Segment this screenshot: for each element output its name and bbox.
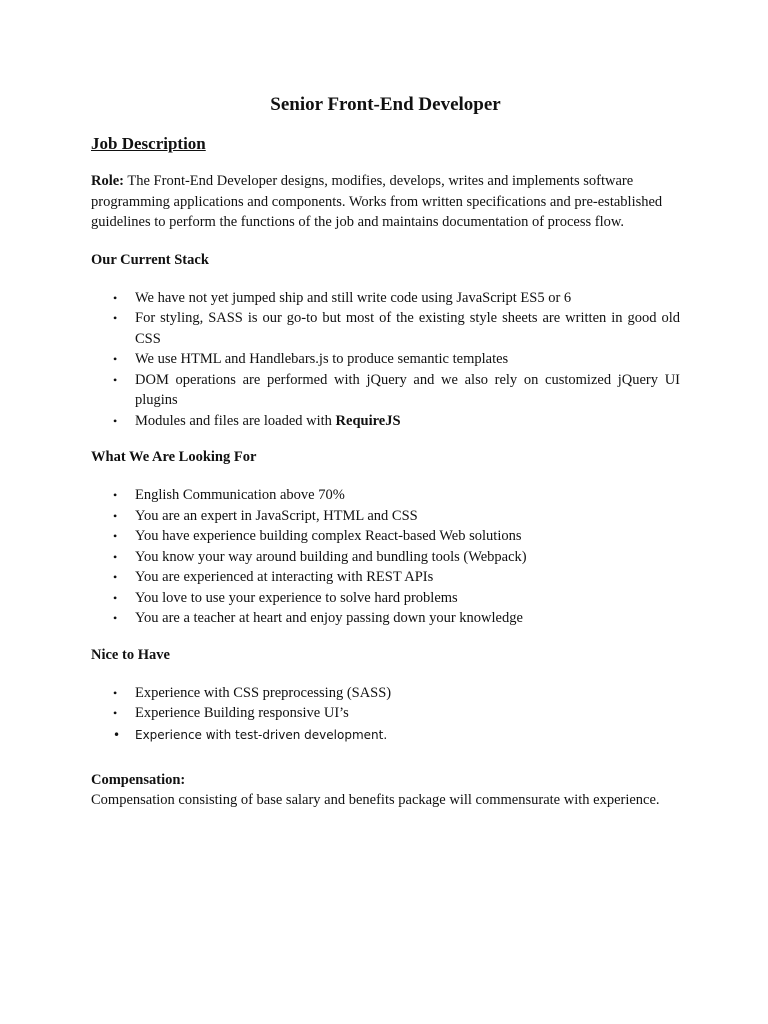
list-item: • You have experience building complex React-based Web solutions bbox=[91, 526, 680, 547]
looking-for-heading: What We Are Looking For bbox=[91, 449, 257, 465]
list-item: • Experience with CSS preprocessing (SASS) bbox=[91, 683, 680, 704]
bullet-icon: • bbox=[113, 413, 118, 428]
bullet-icon: • bbox=[113, 488, 118, 502]
list-item: • You are an expert in JavaScript, HTML and CSS bbox=[91, 506, 680, 527]
list-item: • You know your way around building and bundling tools (Webpack) bbox=[91, 547, 680, 568]
role-paragraph bbox=[91, 171, 680, 233]
list-item: • You are a teacher at heart and enjoy passing down your knowledge bbox=[91, 608, 680, 629]
compensation-text: Compensation consisting of base salary and benefits package will commensurate with experience. bbox=[91, 791, 660, 808]
bullet-icon: • bbox=[113, 290, 118, 305]
list-item: • Experience Building responsive UI’s bbox=[91, 703, 680, 724]
list-item: • Modules and files are loaded with RequireJS bbox=[91, 411, 680, 432]
list-item: • We use HTML and Handlebars.js to produce semantic templates bbox=[91, 349, 680, 370]
list-item: • English Communication above 70% bbox=[91, 485, 680, 506]
current-stack-heading: Our Current Stack bbox=[91, 251, 209, 268]
bullet-icon: • bbox=[113, 727, 121, 742]
document-title: Senior Front-End Developer bbox=[270, 94, 501, 115]
bullet-icon: • bbox=[113, 508, 118, 523]
list-item: • You are experienced at interacting with REST APIs bbox=[91, 567, 680, 588]
bullet-icon: • bbox=[113, 611, 118, 625]
compensation-heading: Compensation: bbox=[91, 771, 186, 788]
bullet-icon: • bbox=[113, 685, 118, 700]
requirejs-label: RequireJS bbox=[335, 412, 401, 429]
nice-to-have-heading: Nice to Have bbox=[91, 646, 170, 663]
current-stack-list bbox=[91, 288, 680, 432]
list-item: • DOM operations are performed with jQuery and we also rely on customized jQuery UI plugins bbox=[113, 371, 680, 408]
role-label: Role: bbox=[91, 173, 125, 189]
bullet-icon: • bbox=[113, 570, 118, 584]
job-description-heading: Job Description bbox=[91, 134, 206, 153]
nice-to-have-list bbox=[91, 683, 680, 746]
bullet-icon: • bbox=[113, 590, 118, 605]
bullet-icon: • bbox=[113, 311, 118, 325]
list-item: • You love to use your experience to solve hard problems bbox=[91, 588, 680, 609]
bullet-icon: • bbox=[113, 706, 118, 720]
list-item: • For styling, SASS is our go-to but most of the existing style sheets are written in good old CSS bbox=[113, 310, 680, 347]
bullet-icon: • bbox=[113, 352, 118, 366]
list-item: • We have not yet jumped ship and still write code using JavaScript ES5 or 6 bbox=[91, 288, 680, 309]
looking-for-list bbox=[91, 485, 680, 629]
bullet-icon: • bbox=[113, 372, 118, 387]
role-text: The Front-End Developer designs, modifies, develops, writes and implements software programming applications and components. Works from written specifications and pre-established guidelines to perform the functions of the job and maintains documentation of process flow. bbox=[91, 173, 663, 230]
bullet-icon: • bbox=[113, 529, 118, 543]
bullet-icon: • bbox=[113, 549, 118, 564]
list-item: • Experience with test-driven development. bbox=[91, 724, 680, 746]
